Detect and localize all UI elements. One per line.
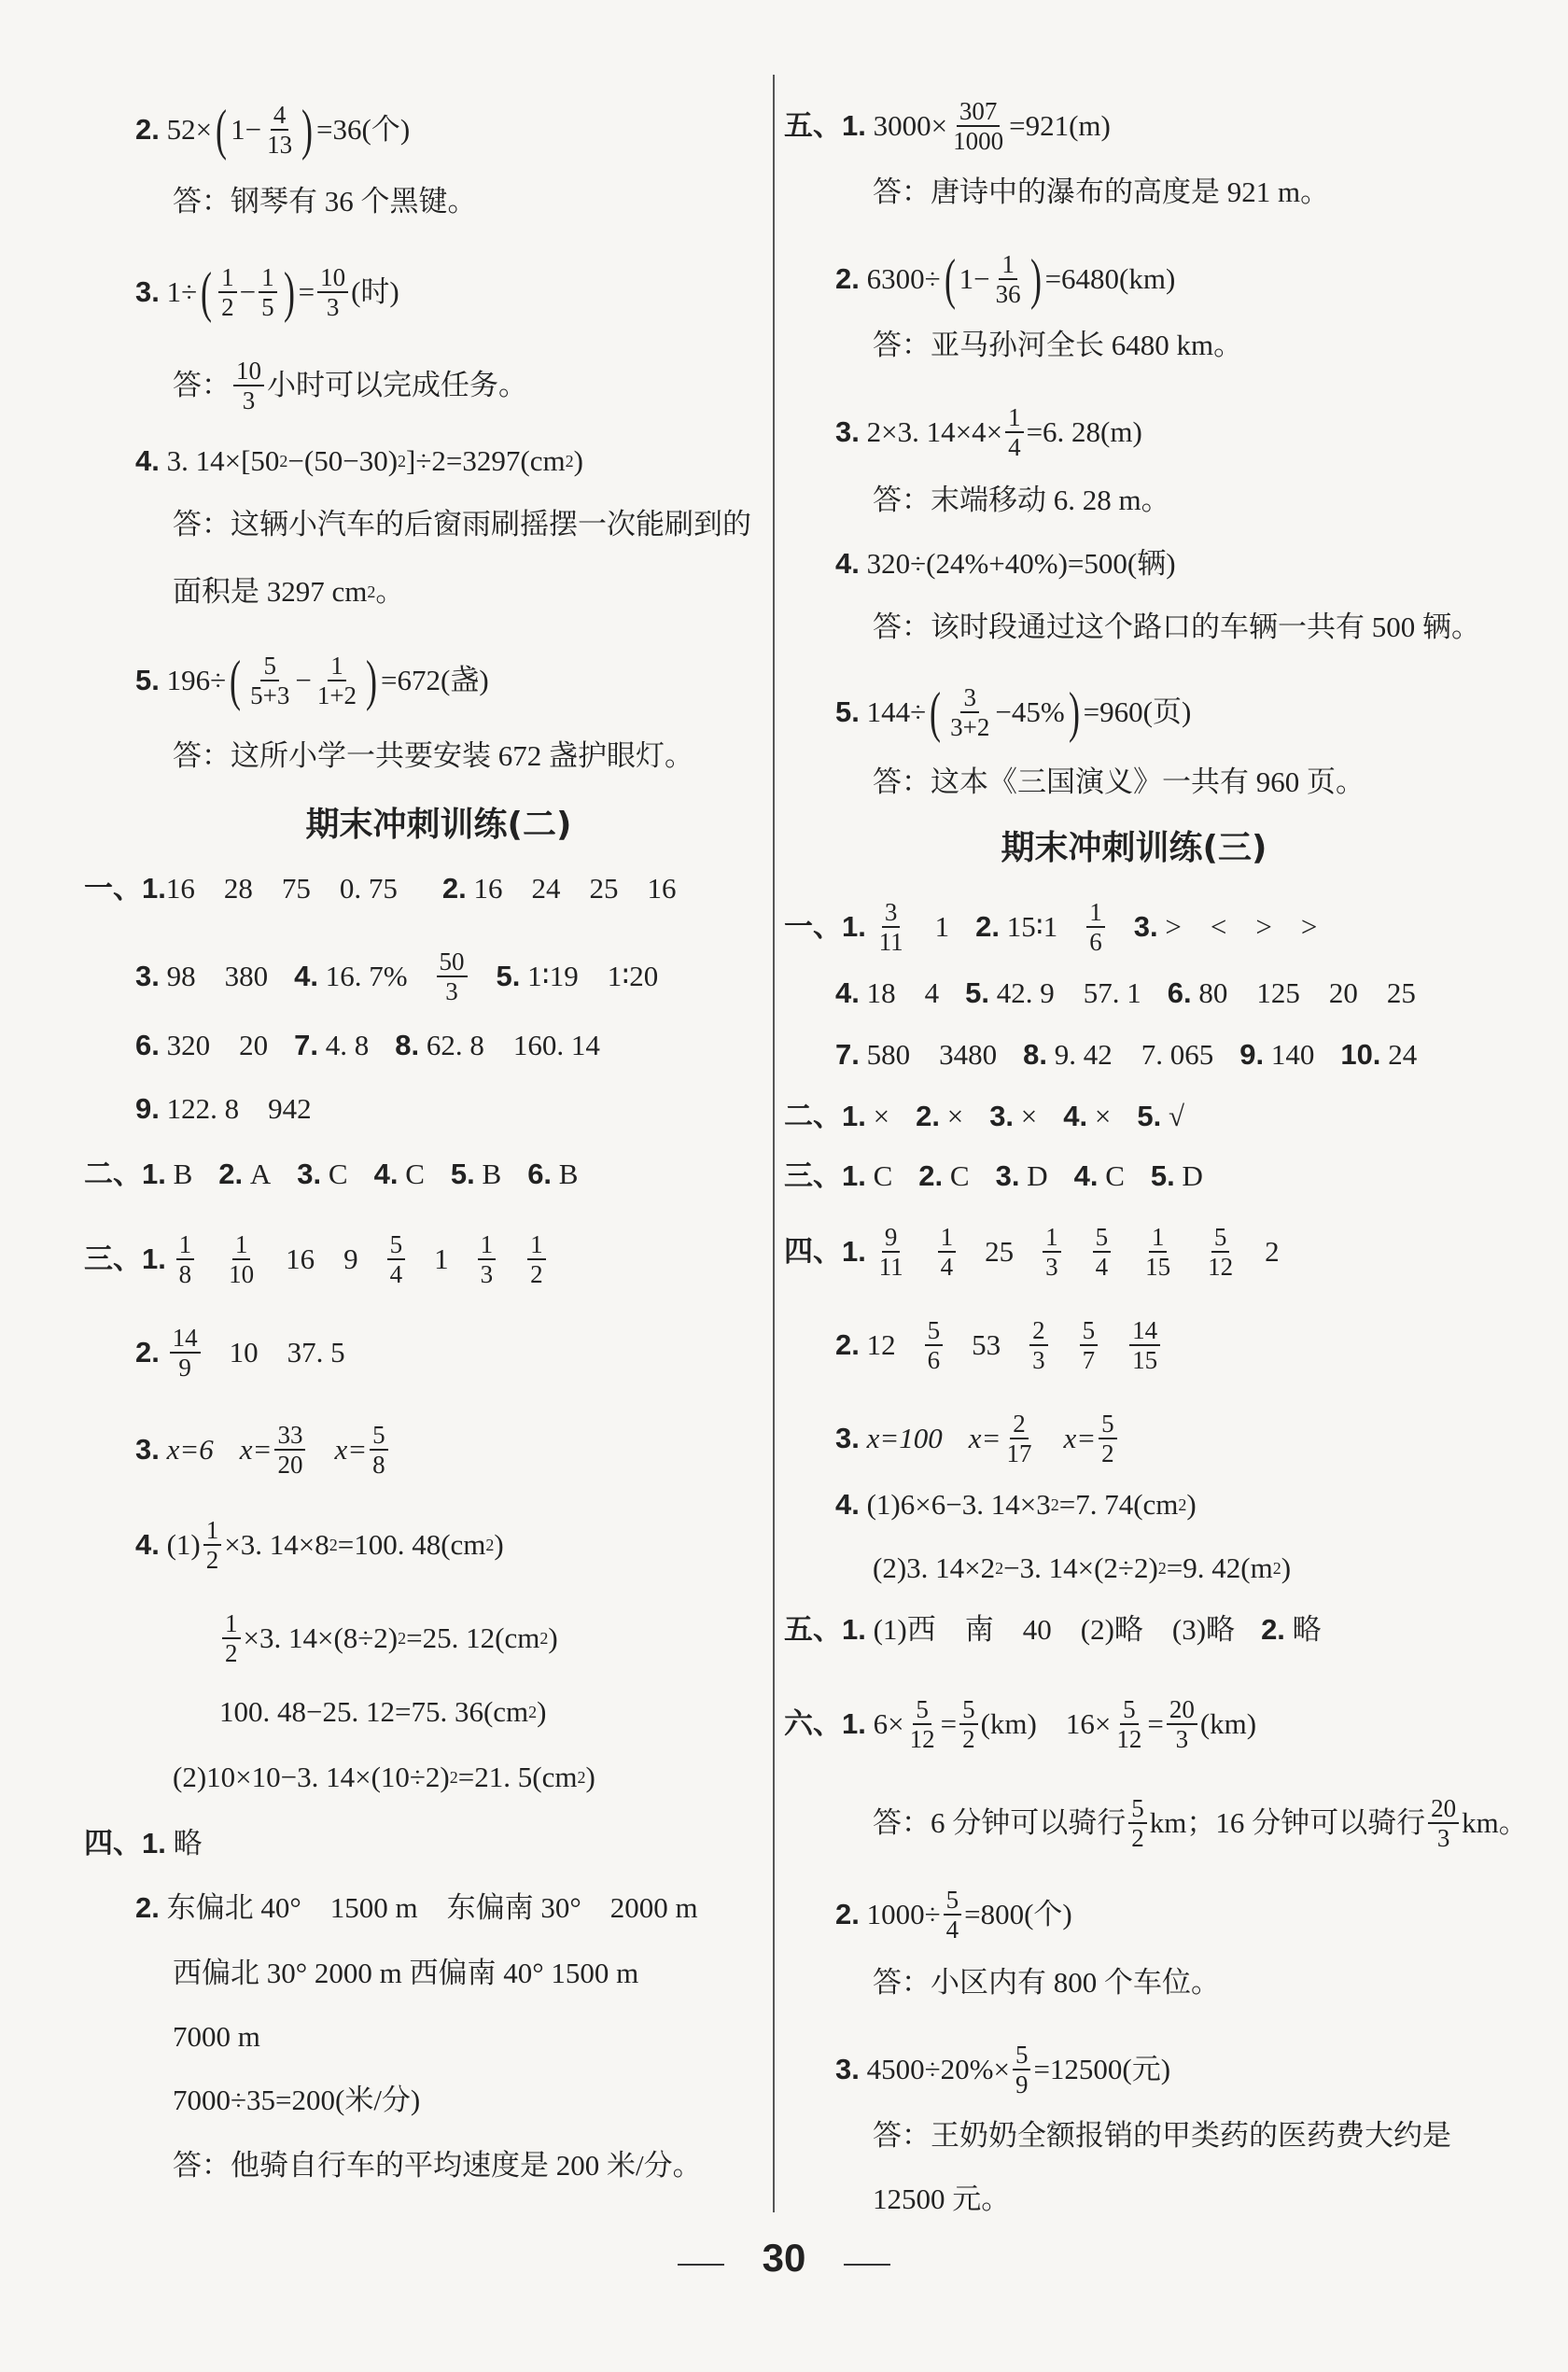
answer-line: 答：末端移动 6. 28 m。 <box>873 484 1170 516</box>
answer-line: 三、1. C 2. C 3. D 4. C 5. D <box>784 1159 1203 1192</box>
answer-line: 3. 2×3. 14×4× $\frac{1}{4}$ =6. 28(m) <box>835 403 1142 461</box>
left-column <box>84 0 831 2278</box>
fraction: $\frac{5}{12}$ <box>1116 1695 1142 1753</box>
fraction: $\frac{5}{12}$ <box>909 1695 935 1753</box>
answer-line: (2)3. 14×2 2 −3. 14×(2÷2) 2 =9. 42(m 2 ) <box>873 1551 1292 1584</box>
answer-line: 4. 3. 14×[50 2 −(50−30) 2 ]÷2=3297(cm 2 ) <box>135 444 583 477</box>
answer-line: 答：他骑自行车的平均速度是 200 米/分。 <box>173 2149 702 2182</box>
fraction: $\frac{1}{15}$ <box>1145 1223 1171 1281</box>
fraction: $\frac{1}{2}$ <box>527 1230 546 1288</box>
answer-line: 2. 东偏北 40° 1500 m 东偏南 30° 2000 m <box>135 1891 698 1924</box>
fraction: $\frac{3}{3+2}$ <box>950 683 990 741</box>
column-divider <box>773 75 775 2212</box>
answer-line: 答：这所小学一共要安装 672 盏护眼灯。 <box>173 739 693 772</box>
fraction: $\frac{1}{6}$ <box>1086 898 1105 956</box>
fraction: $\frac{10}{3}$ <box>317 263 348 321</box>
fraction: $\frac{1}{2}$ <box>203 1516 222 1574</box>
answer-line: 一、1. 16 28 75 0. 75 2. 16 24 25 16 <box>84 872 677 905</box>
fraction: $\frac{5}{2}$ <box>959 1695 978 1753</box>
answer-line: 2. 6300÷ ( 1− $\frac{1}{36}$ ) =6480(km) <box>835 248 1176 310</box>
answer-line: 4. (1)6×6−3. 14×3 2 =7. 74(cm 2 ) <box>835 1488 1197 1521</box>
answer-line: 答：钢琴有 36 个黑键。 <box>173 185 477 218</box>
answer-line: 2. 1000÷ $\frac{5}{4}$ =800(个) <box>835 1886 1072 1944</box>
answer-line: 答：6 分钟可以骑行 $\frac{5}{2}$ km；16 分钟可以骑行 $\frac{20}{3}$ km。 <box>873 1794 1528 1852</box>
answer-line: 5. 144÷ ( $\frac{3}{3+2}$ −45% ) =960(页) <box>835 681 1192 743</box>
answer-line: 答：这本《三国演义》一共有 960 页。 <box>873 765 1365 798</box>
fraction: $\frac{1}{3}$ <box>478 1230 497 1288</box>
answer-line: 四、1. 略 <box>84 1827 203 1860</box>
fraction: $\frac{5}{2}$ <box>1099 1410 1117 1467</box>
right-column <box>784 0 1531 2278</box>
fraction: $\frac{4}{13}$ <box>267 101 293 159</box>
fraction: $\frac{5}{4}$ <box>1093 1223 1112 1281</box>
answer-line: 7. 580 3480 8. 9. 42 7. 065 9. 140 10. 24 <box>835 1038 1418 1071</box>
fraction: $\frac{5}{2}$ <box>1128 1794 1147 1852</box>
answer-line: 答：亚马孙河全长 6480 km。 <box>873 329 1243 361</box>
fraction: $\frac{1}{8}$ <box>176 1230 195 1288</box>
fraction: $\frac{5}{5+3}$ <box>250 652 290 709</box>
fraction: $\frac{1}{3}$ <box>1043 1223 1061 1281</box>
fraction: $\frac{307}{1000}$ <box>953 97 1004 155</box>
answer-line: 二、1. × 2. × 3. × 4. × 5. √ <box>784 1100 1184 1132</box>
answer-line: 三、1. $\frac{1}{8}$ $\frac{1}{10}$ 16 9 $\frac{5}{4}$ 1 $\frac{1}{3}$ $\frac{1}{2}$ <box>84 1230 549 1288</box>
answer-line: 答：小区内有 800 个车位。 <box>873 1966 1220 1999</box>
answer-line: 二、1. B 2. A 3. C 4. C 5. B 6. B <box>84 1158 579 1190</box>
answer-line: 面积是 3297 cm 2 。 <box>173 575 405 608</box>
answer-line: 4. 320÷(24%+40%)=500(辆) <box>835 547 1176 580</box>
fraction: $\frac{1}{4}$ <box>938 1223 957 1281</box>
fraction: $\frac{5}{8}$ <box>370 1421 388 1479</box>
answer-line: (2)10×10−3. 14×(10÷2) 2 =21. 5(cm 2 ) <box>173 1761 595 1793</box>
answer-line: 2. 12 $\frac{5}{6}$ 53 $\frac{2}{3}$ $\frac{5}{7}$ $\frac{14}{15}$ <box>835 1316 1163 1374</box>
answer-line: 答：唐诗中的瀑布的高度是 921 m。 <box>873 175 1330 208</box>
fraction: $\frac{1}{36}$ <box>995 250 1021 308</box>
fraction: $\frac{5}{9}$ <box>1013 2041 1031 2098</box>
answer-line: 3. x=6 x= $\frac{33}{20}$ x= $\frac{5}{8}$ <box>135 1421 391 1479</box>
fraction: $\frac{1}{2}$ <box>218 263 237 321</box>
answer-line: 7000 m <box>173 2020 260 2053</box>
fraction: $\frac{10}{3}$ <box>233 357 264 414</box>
fraction: $\frac{1}{4}$ <box>1005 403 1024 461</box>
answer-line: 3. 4500÷20%× $\frac{5}{9}$ =12500(元) <box>835 2041 1171 2098</box>
answer-line: 西偏北 30° 2000 m 西偏南 40° 1500 m <box>173 1957 639 1989</box>
answer-line: $\frac{1}{2}$ ×3. 14×(8÷2) 2 =25. 12(cm 2 ) <box>219 1609 558 1667</box>
fraction: $\frac{5}{12}$ <box>1208 1223 1234 1281</box>
answer-line: 12500 元。 <box>873 2183 1011 2215</box>
answer-line: 五、1. (1)西 南 40 (2)略 (3)略 2. 略 <box>784 1613 1322 1646</box>
fraction: $\frac{5}{4}$ <box>387 1230 406 1288</box>
fraction: $\frac{14}{9}$ <box>170 1324 201 1382</box>
answer-line: 4. 18 4 5. 42. 9 57. 1 6. 80 125 20 25 <box>835 976 1416 1009</box>
answer-line: 答：该时段通过这个路口的车辆一共有 500 辆。 <box>873 611 1480 643</box>
fraction: $\frac{1}{5}$ <box>259 263 277 321</box>
page-number: 30 <box>762 2236 806 2280</box>
answer-line: 五、1. 3000× $\frac{307}{1000}$ =921(m) <box>784 97 1111 155</box>
answer-line: 2. 52× ( 1− $\frac{4}{13}$ ) =36(个) <box>135 99 411 161</box>
answer-line: 6. 320 20 7. 4. 8 8. 62. 8 160. 14 <box>135 1029 600 1061</box>
fraction: $\frac{50}{3}$ <box>437 947 468 1005</box>
fraction: $\frac{3}{11}$ <box>878 898 903 956</box>
answer-line: 3. x=100 x= $\frac{2}{17}$ x= $\frac{5}{2}$ <box>835 1410 1120 1467</box>
fraction: $\frac{14}{15}$ <box>1129 1316 1160 1374</box>
fraction: $\frac{1}{1+2}$ <box>316 652 357 709</box>
answer-line: 7000÷35=200(米/分) <box>173 2084 421 2116</box>
answer-line: 4. (1) $\frac{1}{2}$ ×3. 14×8 2 =100. 48(cm 2 ) <box>135 1516 504 1574</box>
fraction: $\frac{2}{17}$ <box>1006 1410 1032 1467</box>
fraction: $\frac{20}{3}$ <box>1167 1695 1197 1753</box>
fraction: $\frac{33}{20}$ <box>274 1421 305 1479</box>
fraction: $\frac{9}{11}$ <box>878 1223 903 1281</box>
answer-line: 答：王奶奶全额报销的甲类药的医药费大约是 <box>873 2119 1451 2152</box>
fraction: $\frac{5}{6}$ <box>925 1316 944 1374</box>
answer-line: 5. 196÷ ( $\frac{5}{5+3}$ − $\frac{1}{1+2}$ ) =672(盏) <box>135 650 489 711</box>
fraction: $\frac{5}{7}$ <box>1080 1316 1099 1374</box>
answer-line: 四、1. $\frac{9}{11}$ $\frac{1}{4}$ 25 $\frac{1}{3}$ $\frac{5}{4}$ $\frac{1}{15}$ $\frac{5}{12}$ 2 <box>784 1223 1280 1281</box>
answer-line: 2. $\frac{14}{9}$ 10 37. 5 <box>135 1324 345 1382</box>
fraction: $\frac{20}{3}$ <box>1428 1794 1459 1852</box>
section-title: 期末冲刺训练(三) <box>1001 829 1267 867</box>
fraction: $\frac{5}{4}$ <box>944 1886 962 1944</box>
answer-line: 答：这辆小汽车的后窗雨刷摇摆一次能刷到的 <box>173 508 751 540</box>
answer-line: 100. 48−25. 12=75. 36(cm 2 ) <box>219 1695 547 1728</box>
answer-line: 9. 122. 8 942 <box>135 1092 312 1125</box>
answer-line: 六、1. 6× $\frac{5}{12}$ = $\frac{5}{2}$ (km) 16× $\frac{5}{12}$ = $\frac{20}{3}$ (km) <box>784 1695 1257 1753</box>
fraction: $\frac{1}{10}$ <box>229 1230 255 1288</box>
fraction: $\frac{2}{3}$ <box>1029 1316 1048 1374</box>
answer-line: 答： $\frac{10}{3}$ 小时可以完成任务。 <box>173 357 527 414</box>
section-title: 期末冲刺训练(二) <box>305 806 572 844</box>
page-number-dash <box>844 2264 890 2266</box>
fraction: $\frac{1}{2}$ <box>222 1609 241 1667</box>
answer-line: 一、1. $\frac{3}{11}$ 1 2. 15∶1 $\frac{1}{6}$ 3. > < > > <box>784 898 1318 956</box>
answer-line: 3. 98 380 4. 16. 7% $\frac{50}{3}$ 5. 1∶19 1∶20 <box>135 947 659 1005</box>
answer-line: 3. 1÷ ( $\frac{1}{2}$ − $\frac{1}{5}$ ) = $\frac{10}{3}$ (时) <box>135 261 399 323</box>
